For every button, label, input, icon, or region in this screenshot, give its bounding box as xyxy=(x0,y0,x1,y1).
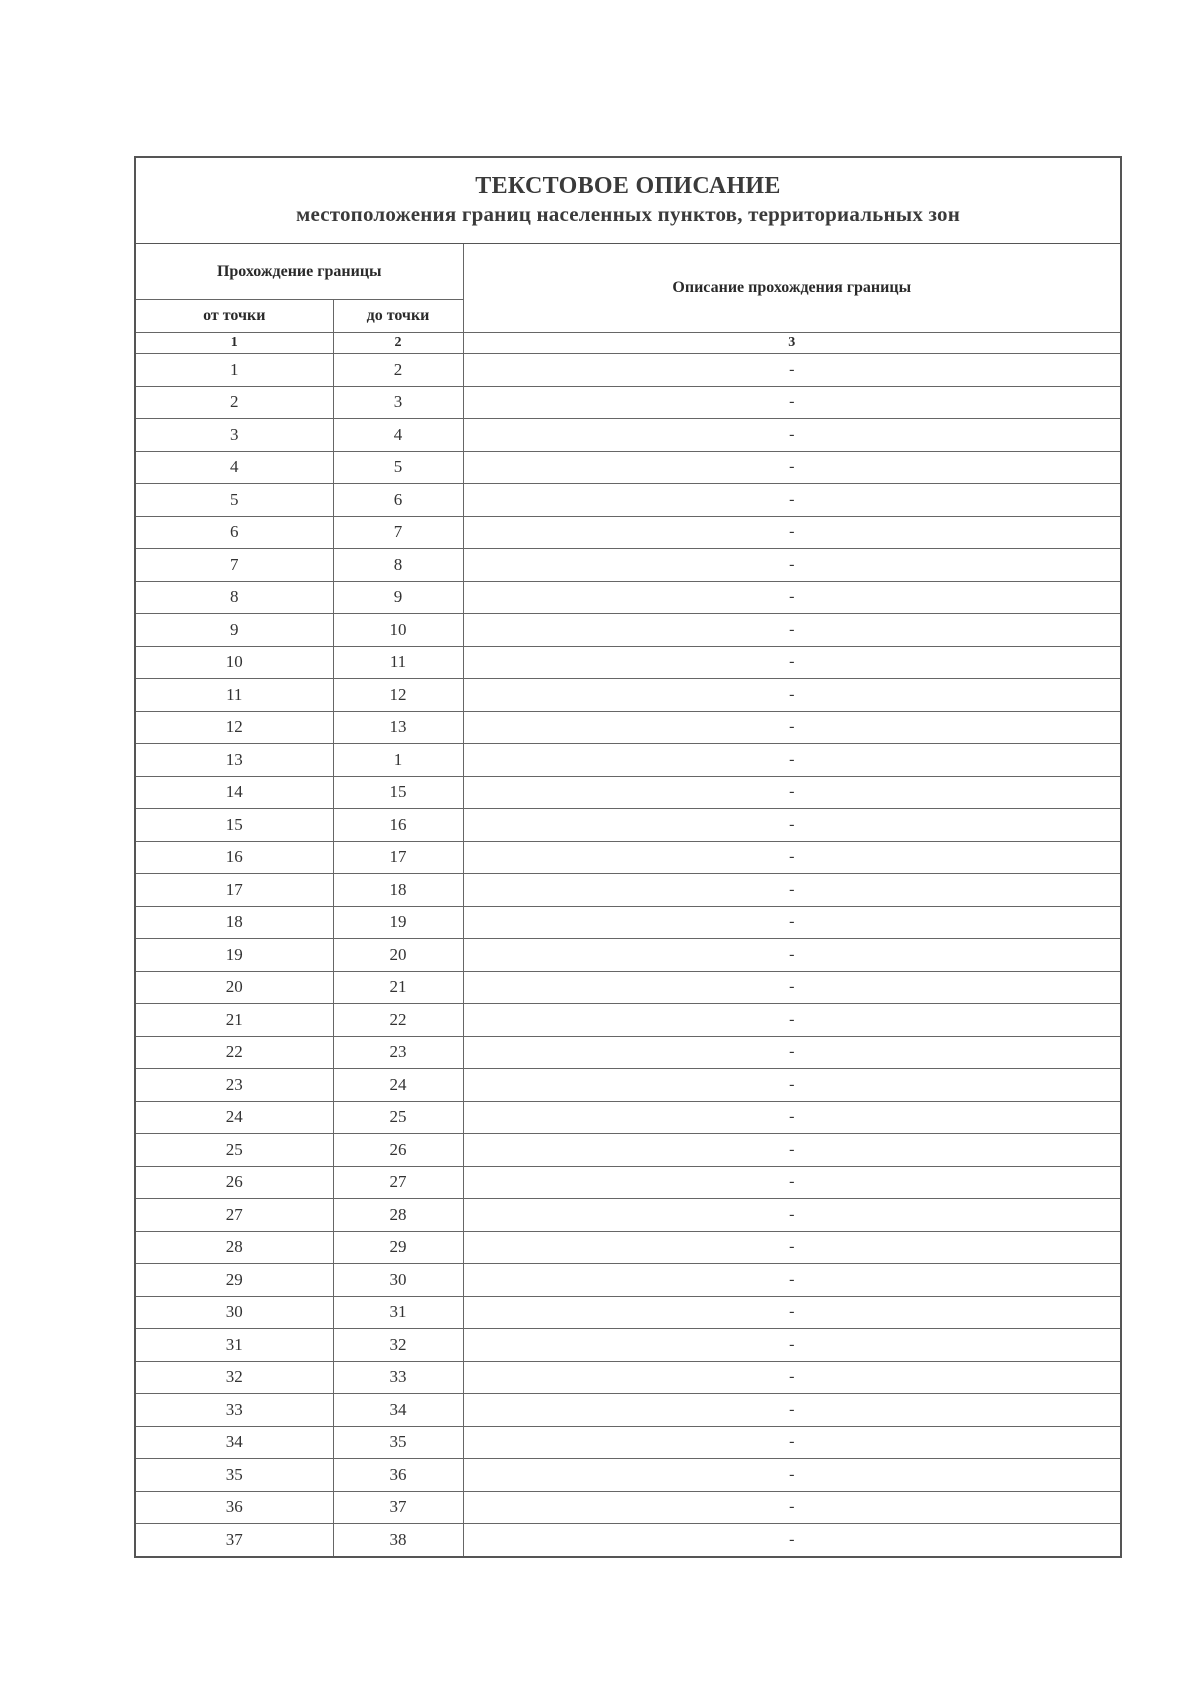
from-point-cell: 14 xyxy=(136,776,333,809)
table-row xyxy=(136,841,1120,874)
description-cell: - xyxy=(463,386,1120,419)
from-point-cell: 24 xyxy=(136,1101,333,1134)
from-point-cell: 25 xyxy=(136,1134,333,1167)
to-point-cell: 20 xyxy=(333,939,463,972)
table-row xyxy=(136,679,1120,712)
from-point-cell: 22 xyxy=(136,1036,333,1069)
from-point-cell: 20 xyxy=(136,971,333,1004)
description-cell: - xyxy=(463,1296,1120,1329)
table-row xyxy=(136,1166,1120,1199)
description-cell: - xyxy=(463,679,1120,712)
header-from-point: от точки xyxy=(136,300,333,333)
column-number-2: 2 xyxy=(333,333,463,354)
from-point-cell: 27 xyxy=(136,1199,333,1232)
to-point-cell: 24 xyxy=(333,1069,463,1102)
table-row xyxy=(136,809,1120,842)
from-point-cell: 4 xyxy=(136,451,333,484)
table-row xyxy=(136,971,1120,1004)
to-point-cell: 8 xyxy=(333,549,463,582)
from-point-cell: 5 xyxy=(136,484,333,517)
from-point-cell: 9 xyxy=(136,614,333,647)
from-point-cell: 35 xyxy=(136,1459,333,1492)
to-point-cell: 19 xyxy=(333,906,463,939)
to-point-cell: 12 xyxy=(333,679,463,712)
from-point-cell: 31 xyxy=(136,1329,333,1362)
to-point-cell: 1 xyxy=(333,744,463,777)
table-row xyxy=(136,549,1120,582)
to-point-cell: 35 xyxy=(333,1426,463,1459)
table-row xyxy=(136,581,1120,614)
to-point-cell: 18 xyxy=(333,874,463,907)
to-point-cell: 36 xyxy=(333,1459,463,1492)
column-number-3: 3 xyxy=(463,333,1120,354)
description-cell: - xyxy=(463,1524,1120,1556)
description-cell: - xyxy=(463,1004,1120,1037)
from-point-cell: 28 xyxy=(136,1231,333,1264)
description-cell: - xyxy=(463,841,1120,874)
description-cell: - xyxy=(463,1231,1120,1264)
to-point-cell: 34 xyxy=(333,1394,463,1427)
description-cell: - xyxy=(463,614,1120,647)
to-point-cell: 38 xyxy=(333,1524,463,1556)
description-cell: - xyxy=(463,874,1120,907)
to-point-cell: 25 xyxy=(333,1101,463,1134)
table-row xyxy=(136,516,1120,549)
to-point-cell: 22 xyxy=(333,1004,463,1037)
table-row xyxy=(136,614,1120,647)
table-row xyxy=(136,711,1120,744)
table-row xyxy=(136,1101,1120,1134)
description-cell: - xyxy=(463,971,1120,1004)
from-point-cell: 30 xyxy=(136,1296,333,1329)
from-point-cell: 21 xyxy=(136,1004,333,1037)
description-cell: - xyxy=(463,776,1120,809)
description-cell: - xyxy=(463,1101,1120,1134)
to-point-cell: 11 xyxy=(333,646,463,679)
from-point-cell: 19 xyxy=(136,939,333,972)
table-row xyxy=(136,386,1120,419)
header-description: Описание прохождения границы xyxy=(463,244,1120,333)
from-point-cell: 12 xyxy=(136,711,333,744)
table-row xyxy=(136,1329,1120,1362)
description-cell: - xyxy=(463,1459,1120,1492)
from-point-cell: 8 xyxy=(136,581,333,614)
description-cell: - xyxy=(463,939,1120,972)
from-point-cell: 6 xyxy=(136,516,333,549)
from-point-cell: 37 xyxy=(136,1524,333,1556)
to-point-cell: 32 xyxy=(333,1329,463,1362)
to-point-cell: 21 xyxy=(333,971,463,1004)
table-row xyxy=(136,1394,1120,1427)
description-cell: - xyxy=(463,1329,1120,1362)
from-point-cell: 10 xyxy=(136,646,333,679)
description-cell: - xyxy=(463,1426,1120,1459)
to-point-cell: 7 xyxy=(333,516,463,549)
to-point-cell: 13 xyxy=(333,711,463,744)
from-point-cell: 15 xyxy=(136,809,333,842)
from-point-cell: 26 xyxy=(136,1166,333,1199)
from-point-cell: 29 xyxy=(136,1264,333,1297)
description-cell: - xyxy=(463,744,1120,777)
column-number-1: 1 xyxy=(136,333,333,354)
description-cell: - xyxy=(463,1491,1120,1524)
table-row xyxy=(136,874,1120,907)
table-row xyxy=(136,484,1120,517)
to-point-cell: 27 xyxy=(333,1166,463,1199)
table-row xyxy=(136,419,1120,452)
to-point-cell: 9 xyxy=(333,581,463,614)
table-row xyxy=(136,1199,1120,1232)
to-point-cell: 2 xyxy=(333,354,463,387)
table-row xyxy=(136,1296,1120,1329)
to-point-cell: 4 xyxy=(333,419,463,452)
description-cell: - xyxy=(463,516,1120,549)
from-point-cell: 17 xyxy=(136,874,333,907)
document-frame xyxy=(134,156,1122,1558)
table-row xyxy=(136,1361,1120,1394)
description-cell: - xyxy=(463,1394,1120,1427)
from-point-cell: 11 xyxy=(136,679,333,712)
from-point-cell: 3 xyxy=(136,419,333,452)
description-cell: - xyxy=(463,581,1120,614)
to-point-cell: 16 xyxy=(333,809,463,842)
table-body xyxy=(136,354,1120,1556)
table-row xyxy=(136,354,1120,387)
header-to-point: до точки xyxy=(333,300,463,333)
to-point-cell: 3 xyxy=(333,386,463,419)
table-row xyxy=(136,1004,1120,1037)
document-subtitle: местоположения границ населенных пунктов, территориальных зон xyxy=(295,202,961,226)
description-cell: - xyxy=(463,484,1120,517)
to-point-cell: 26 xyxy=(333,1134,463,1167)
table-row xyxy=(136,1524,1120,1556)
table-row xyxy=(136,1264,1120,1297)
to-point-cell: 31 xyxy=(333,1296,463,1329)
to-point-cell: 5 xyxy=(333,451,463,484)
description-cell: - xyxy=(463,711,1120,744)
table-row xyxy=(136,1069,1120,1102)
to-point-cell: 33 xyxy=(333,1361,463,1394)
description-cell: - xyxy=(463,419,1120,452)
description-cell: - xyxy=(463,354,1120,387)
description-cell: - xyxy=(463,906,1120,939)
boundary-table xyxy=(136,244,1120,1556)
from-point-cell: 36 xyxy=(136,1491,333,1524)
description-cell: - xyxy=(463,1199,1120,1232)
description-cell: - xyxy=(463,451,1120,484)
to-point-cell: 30 xyxy=(333,1264,463,1297)
description-cell: - xyxy=(463,549,1120,582)
from-point-cell: 2 xyxy=(136,386,333,419)
description-cell: - xyxy=(463,1134,1120,1167)
from-point-cell: 1 xyxy=(136,354,333,387)
title-block xyxy=(136,158,1120,244)
to-point-cell: 28 xyxy=(333,1199,463,1232)
description-cell: - xyxy=(463,1361,1120,1394)
table-row xyxy=(136,906,1120,939)
from-point-cell: 7 xyxy=(136,549,333,582)
table-row xyxy=(136,1491,1120,1524)
table-row xyxy=(136,1426,1120,1459)
to-point-cell: 15 xyxy=(333,776,463,809)
description-cell: - xyxy=(463,809,1120,842)
to-point-cell: 17 xyxy=(333,841,463,874)
table-row xyxy=(136,744,1120,777)
table-row xyxy=(136,1459,1120,1492)
table-row xyxy=(136,1036,1120,1069)
from-point-cell: 34 xyxy=(136,1426,333,1459)
to-point-cell: 6 xyxy=(333,484,463,517)
description-cell: - xyxy=(463,646,1120,679)
from-point-cell: 23 xyxy=(136,1069,333,1102)
from-point-cell: 13 xyxy=(136,744,333,777)
to-point-cell: 23 xyxy=(333,1036,463,1069)
table-row xyxy=(136,939,1120,972)
table-row xyxy=(136,776,1120,809)
document-title: ТЕКСТОВОЕ ОПИСАНИЕ xyxy=(475,173,781,199)
description-cell: - xyxy=(463,1264,1120,1297)
table-row xyxy=(136,1134,1120,1167)
description-cell: - xyxy=(463,1166,1120,1199)
to-point-cell: 10 xyxy=(333,614,463,647)
from-point-cell: 33 xyxy=(136,1394,333,1427)
table-row xyxy=(136,646,1120,679)
to-point-cell: 29 xyxy=(333,1231,463,1264)
description-cell: - xyxy=(463,1036,1120,1069)
description-cell: - xyxy=(463,1069,1120,1102)
from-point-cell: 32 xyxy=(136,1361,333,1394)
from-point-cell: 16 xyxy=(136,841,333,874)
table-row xyxy=(136,451,1120,484)
to-point-cell: 37 xyxy=(333,1491,463,1524)
header-boundary-passage: Прохождение границы xyxy=(136,244,463,300)
from-point-cell: 18 xyxy=(136,906,333,939)
table-row xyxy=(136,1231,1120,1264)
